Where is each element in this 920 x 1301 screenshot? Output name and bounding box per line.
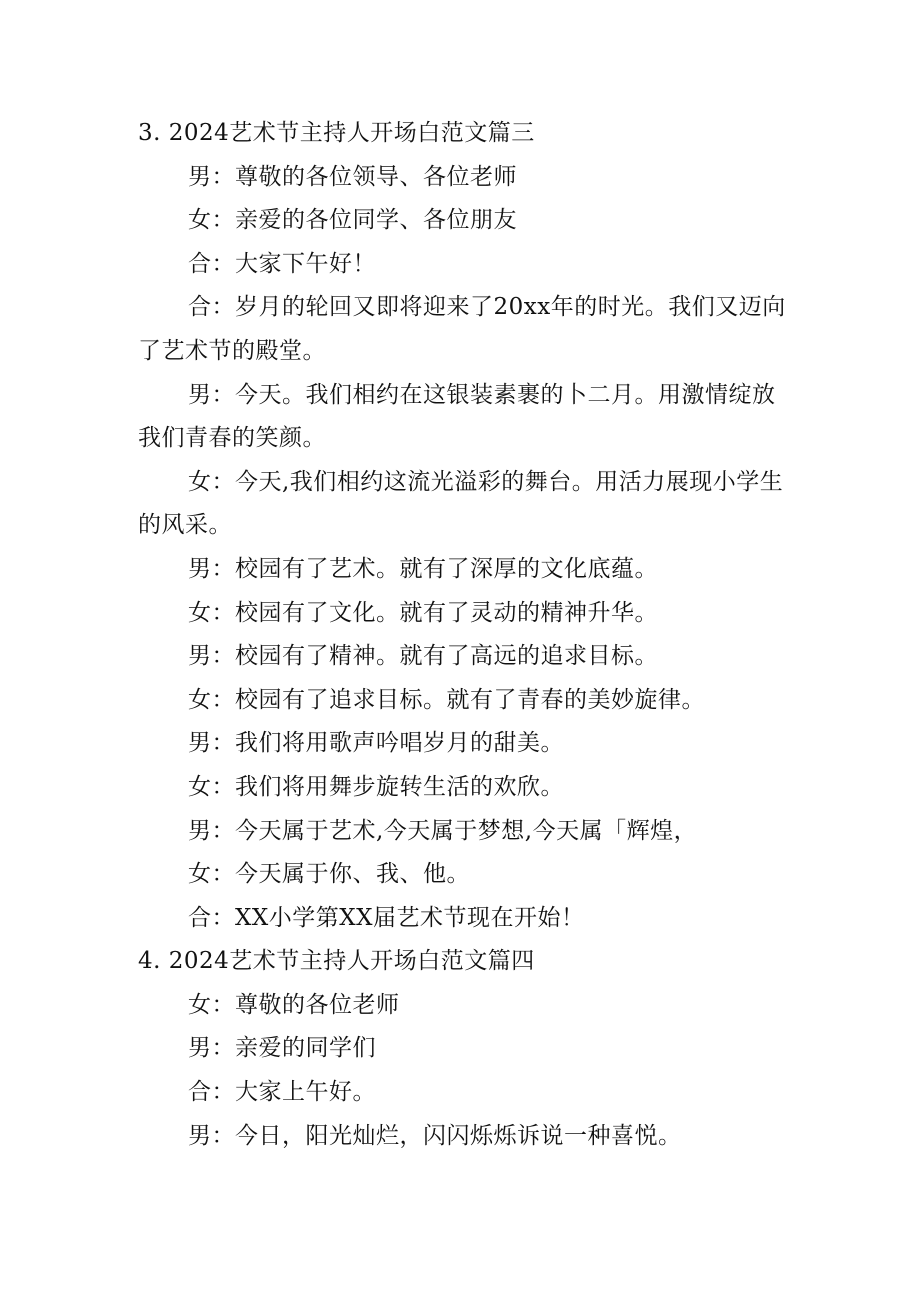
dialogue-line: 男：今天属于艺术,今天属于梦想,今天属「辉煌， — [188, 817, 698, 844]
dialogue-line: 男：我们将用歌声吟唱岁月的甜美。 — [188, 730, 564, 757]
dialogue-line: 女：今天属于你、我、他。 — [188, 861, 470, 888]
dialogue-line: 合：岁月的轮回又即将迎来了20xx年的时光。我们又迈向了艺术节的殿堂。 — [138, 294, 786, 364]
dialogue-line: 男：今日，阳光灿烂，闪闪烁烁诉说一种喜悦。 — [188, 1122, 682, 1149]
dialogue-line: 男：尊敬的各位领导、各位老师 — [188, 163, 517, 190]
dialogue-line: 女：校园有了文化。就有了灵动的精神升华。 — [188, 599, 658, 626]
dialogue-line: 男：校园有了精神。就有了高远的追求目标。 — [188, 643, 658, 670]
dialogue-line: 女：校园有了追求目标。就有了青春的美妙旋律。 — [188, 686, 705, 713]
section-heading-4: 4. 2024艺术节主持人开场白范文篇四 — [138, 948, 535, 975]
dialogue-line: 合：大家上午好。 — [188, 1079, 376, 1106]
dialogue-line: 女：尊敬的各位老师 — [188, 991, 400, 1018]
dialogue-line: 女：亲爱的各位同学、各位朋友 — [188, 207, 517, 234]
dialogue-line: 男：今天。我们相约在这银装素裹的卜二月。用激情绽放我们青春的笑颜。 — [138, 381, 776, 452]
section-heading-3: 3. 2024艺术节主持人开场白范文篇三 — [138, 120, 535, 146]
document-body — [138, 112, 788, 1158]
dialogue-line: 女：今天,我们相约这流光溢彩的舞台。用活力展现小学生的风采。 — [138, 468, 784, 539]
dialogue-line: 男：校园有了艺术。就有了深厚的文化底蕴。 — [188, 555, 658, 582]
dialogue-line: 男：亲爱的同学们 — [188, 1035, 376, 1062]
dialogue-line: 合：XX小学第XX届艺术节现在开始！ — [188, 904, 585, 931]
dialogue-line: 女：我们将用舞步旋转生活的欢欣。 — [188, 773, 564, 800]
dialogue-line: 合：大家下午好！ — [188, 250, 376, 277]
